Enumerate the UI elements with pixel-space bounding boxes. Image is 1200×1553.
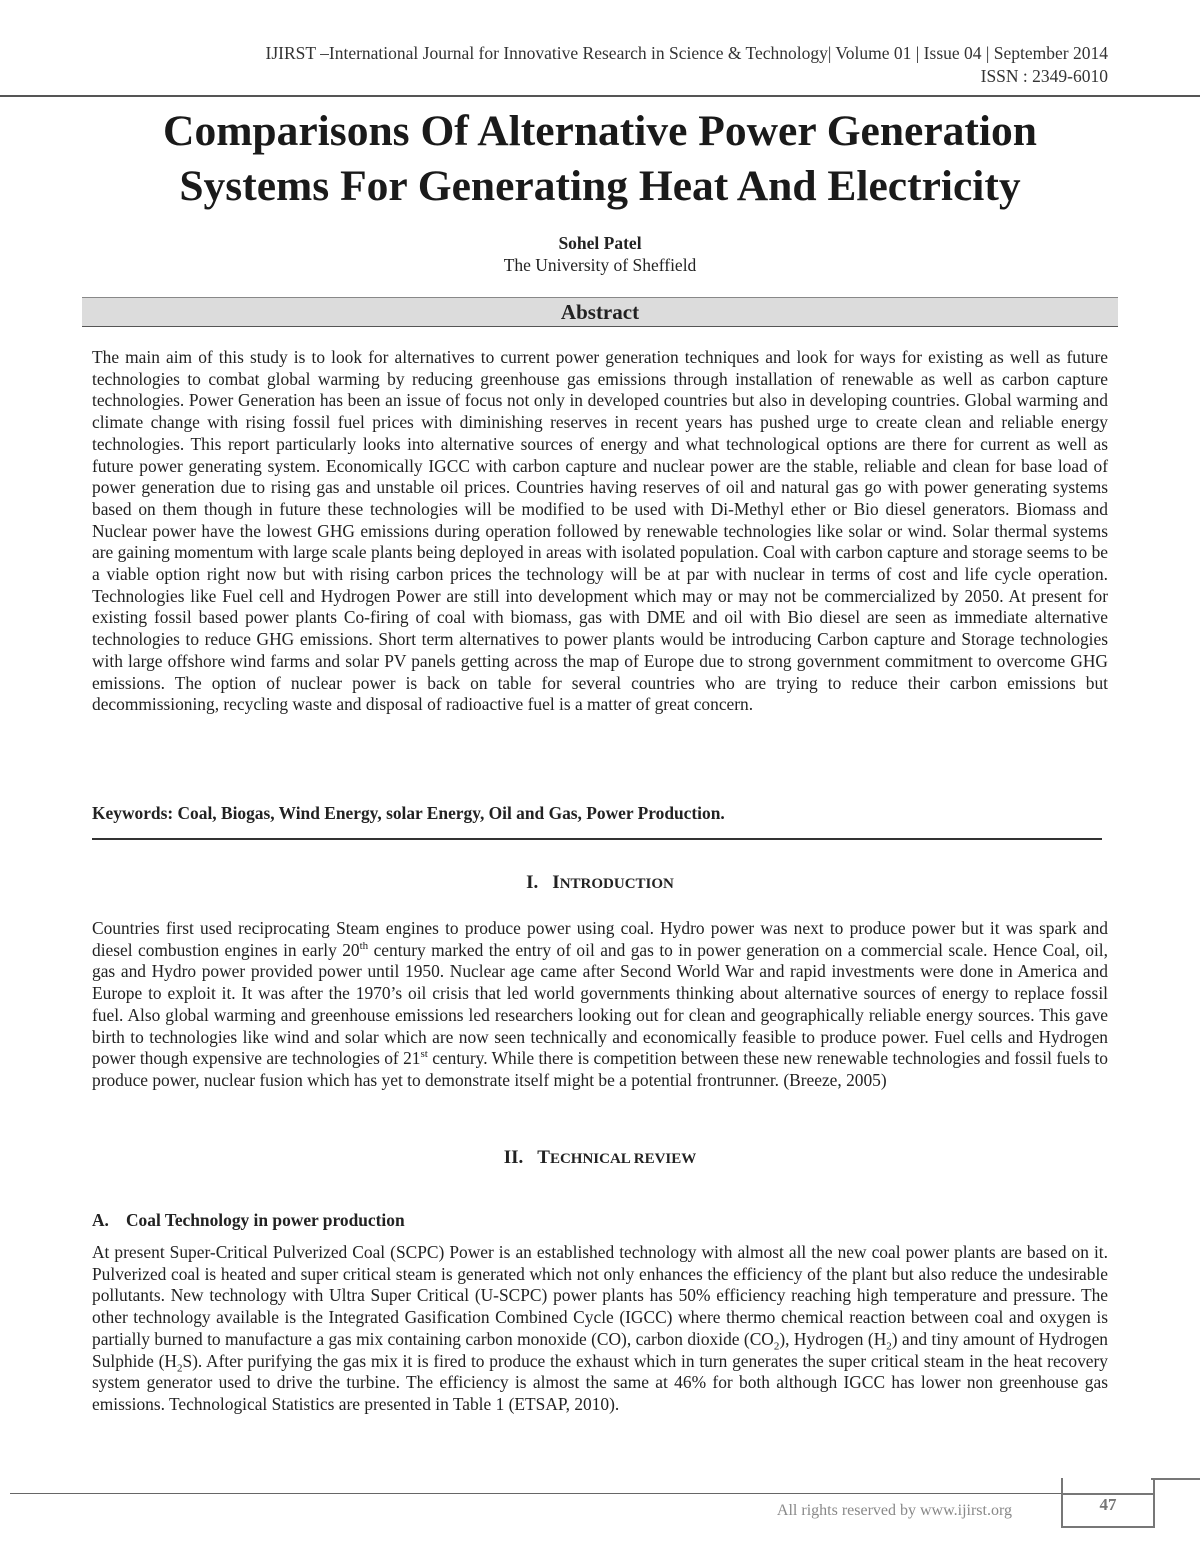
chemical-subscript: 2 [886,1340,892,1353]
coal-text-3: ) and tiny amount of Hydrogen Sulphide (H [92,1328,1108,1371]
ordinal-superscript: th [359,939,369,952]
abstract-body: The main aim of this study is to look for alternatives to current power generation techniques and look for ways for existing as well as future technologies to combat global warming by reducing greenhouse gas emissions through installation of renewable as well as carbon capture technologies. Power Generation has been an issue of focus not only in developed countries but also in developing countries. Global warming and climate change with rising fossil fuel prices with diminishing reserves in recent years has pushed urge to create clean and reliable energy technologies. This report particularly looks into alternative sources of energy and what technological options are there for current as well as future power generating system. Economically IGCC with carbon capture and nuclear power are the stable, reliable and clean for base load of power generation due to rising gas and unstable oil prices. Countries having reserves of oil and natural gas go with power generating systems based on them though in future these technologies will be modified to be used with Di-Methyl ether or Bio diesel generators. Biomass and Nuclear power have the lowest GHG emissions during operation followed by renewable technologies like solar or wind. Solar thermal systems are gaining momentum with large scale plants being deployed in areas with isolated population. Coal with carbon capture and storage seems to be a viable option right now but with rising carbon prices the technology will be at par with nuclear in terms of cost and life cycle operation. Technologies like Fuel cell and Hydrogen Power are still into development which may or may not be commercialized by 2050. At present for existing fossil based power plants Co-firing of coal with biomass, gas with DME and oil with Bio diesel are seen as immediate alternative technologies to reduce GHG emissions. Short term alternatives to power plants would be introducing Carbon capture and Storage technologies with large offshore wind farms and solar PV panels getting across the map of Europe due to strong government commitment to overcome GHG emissions. The option of nuclear power is back on table for several countries who are trying to reduce their carbon emissions but decommissioning, recycling waste and disposal of radioactive fuel is a matter of great concern. [92,347,1108,715]
section-title-rest: ECHNICAL REVIEW [549,1151,697,1167]
coal-text-2: ), Hydrogen (H [779,1328,887,1349]
introduction-paragraph [92,918,1108,1092]
section-heading-introduction [0,871,1200,896]
header-divider [0,95,1200,97]
subsection-heading-coal [92,1209,405,1231]
keywords-divider [92,838,1102,840]
paper-title [60,104,1140,214]
section-title-cap: T [537,1147,550,1168]
chemical-subscript: 2 [176,1361,183,1374]
journal-citation: IJIRST –International Journal for Innovative Research in Science & Technology| Volume 01 | Issue 04 | September 2014 [265,43,1108,63]
title-line-1: Comparisons Of Alternative Power Generation [163,107,1037,155]
footer-divider [10,1493,1090,1494]
keywords: Keywords: Coal, Biogas, Wind Energy, solar Energy, Oil and Gas, Power Production. [92,803,725,823]
issn: ISSN : 2349-6010 [980,66,1108,86]
subsection-title: Coal Technology in power production [126,1210,405,1230]
section-title-rest: NTRODUCTION [559,876,674,892]
page-box-rule [1151,1478,1200,1480]
coal-text-4: S). After purifying the gas mix it is fired to produce the exhaust which in turn generates the super critical steam in the heat recovery system generator used to drive the turbine. The efficiency is almost the same at 46% for both although IGCC has lower non greenhouse gas emissions. Technological Statistics are presented in Table 1 (ETSAP, 2010). [92,1350,1108,1414]
section-heading-technical-review [0,1146,1200,1171]
title-line-2: Systems For Generating Heat And Electricity [179,162,1021,210]
page-box-top [1063,1478,1153,1495]
ordinal-superscript: st [420,1048,428,1061]
intro-text-2: century marked the entry of oil and gas to in power generation on a commercial scale. Hence Coal, oil, gas and Hydro power provided power until 1950. Nuclear age came after Second World War and rapid investments were done in America and Europe to exploit it. It was after the 1970’s oil crisis that led world governments thinking about alternative sources of energy to replace fossil fuel. Also global warming and greenhouse emissions led researchers looking out for clean and geographically reliable energy sources. This gave birth to technologies like wind and solar which are now seen technically and economically feasible to produce power. Fuel cells and Hydrogen power though expensive are technologies of 21 [92,939,1108,1069]
abstract-heading: Abstract [82,297,1118,327]
intro-text-1: Countries first used reciprocating Steam engines to produce power using coal. Hydro power was next to produce power but it was spark and diesel combustion engines in early 20 [92,918,1108,960]
chemical-subscript: 2 [773,1340,780,1353]
author-affiliation: The University of Sheffield [503,255,697,275]
subsection-letter: A. [92,1210,109,1230]
section-number: II. [503,1147,524,1168]
footer-rights: All rights reserved by www.ijirst.org [776,1502,1012,1519]
intro-text-3: century. While there is competition between these new renewable technologies and fossil fuels to produce power, nuclear fusion which has yet to demonstrate itself might be a potential frontrunner. (Breeze, 2005) [92,1048,1108,1090]
section-title-cap: I [552,872,560,893]
running-header [0,42,1108,88]
page-number: 47 [1099,1495,1117,1514]
page-number-box [1061,1478,1155,1528]
coal-text-1: At present Super-Critical Pulverized Coal (SCPC) Power is an established technology with almost all the new coal power plants are based on it. Pulverized coal is heated and super critical steam is generated which not only enhances the efficiency of the plant but also reduce the undesirable pollutants. New technology with Ultra Super Critical (U-SCPC) power plants has 50% efficiency reaching high temperature and pressure. The other technology available is the Integrated Gasification Combined Cycle (IGCC) where thermo chemical reaction between coal and oxygen is partially burned to manufacture a gas mix containing carbon monoxide (CO), carbon dioxide (CO [92,1242,1108,1349]
author-name: Sohel Patel [558,233,642,253]
coal-technology-paragraph [92,1242,1108,1416]
section-number: I. [526,872,539,893]
